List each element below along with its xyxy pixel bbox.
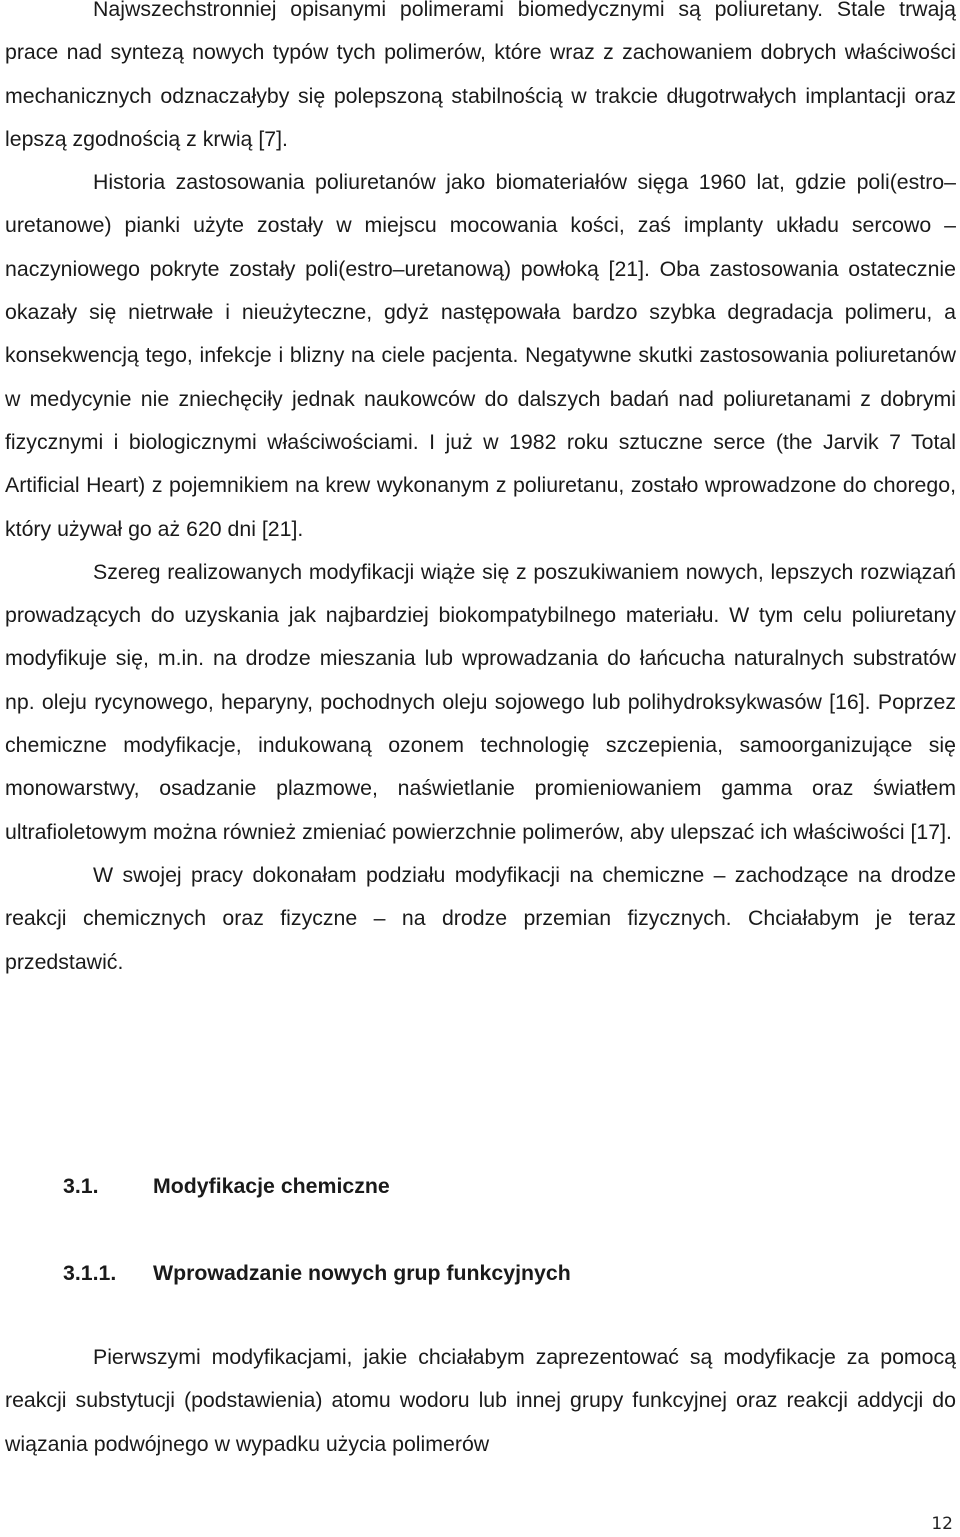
paragraph-polyurethanes-intro: Najwszechstronniej opisanymi polimerami biomedycznymi są poliuretany. Stale trwają prace nad syntezą nowych typów tych polimerów, które wraz z zachowaniem dobrych właściwości mechanicznych odznaczałyby się polepszoną stabilnością w trakcie długotrwałych implantacji oraz lepszą zgodnością z krwią [7]. bbox=[5, 0, 956, 151]
final-paragraph bbox=[5, 1336, 956, 1466]
section-heading bbox=[63, 1171, 390, 1201]
subsection-number: 3.1.1. bbox=[63, 1261, 117, 1285]
page-number: 12 bbox=[931, 1514, 953, 1534]
subsection-title: Wprowadzanie nowych grup funkcyjnych bbox=[153, 1261, 571, 1285]
paragraph-division: W swojej pracy dokonałam podziału modyfikacji na chemiczne – zachodzące na drodze reakcji chemicznych oraz fizyczne – na drodze przemian fizycznych. Chciałabym je teraz przedstawić. bbox=[5, 862, 956, 974]
paragraph-history: Historia zastosowania poliuretanów jako biomateriałów sięga 1960 lat, gdzie poli(estro–uretanowe) pianki użyte zostały w miejscu mocowania kości, zaś implanty układu sercowo – naczyniowego pokryte zostały poli(estro–uretanową) powłoką [21]. Oba zastosowania ostatecznie okazały się nietrwałe i nieużyteczne, gdyż następowała bardzo szybka degradacja polimeru, a konsekwencją tego, infekcje i blizny na ciele pacjenta. Negatywne skutki zastosowania poliuretanów w medycynie nie zniechęciły jednak naukowców do dalszych badań nad poliuretanami z dobrymi fizycznymi i biologicznymi właściwościami. I już w 1982 roku sztuczne serce (the Jarvik 7 Total Artificial Heart) z pojemnikiem na krew wykonanym z poliuretanu, zostało wprowadzone do chorego, który używał go aż 620 dni [21]. bbox=[5, 170, 956, 541]
paragraph-modifications: Szereg realizowanych modyfikacji wiąże się z poszukiwaniem nowych, lepszych rozwiązań prowadzących do uzyskania jak najbardziej biokompatybilnego materiału. W tym celu poliuretany modyfikuje się, m.in. na drodze mieszania lub wprowadzania do łańcucha naturalnych substratów np. oleju rycynowego, heparyny, pochodnych oleju sojowego lub polihydroksykwasów [16]. Poprzez chemiczne modyfikacje, indukowaną ozonem technologię szczepienia, samoorganizujące się monowarstwy, osadzanie plazmowe, naświetlanie promieniowaniem gamma oraz światłem ultrafioletowym można również zmieniać powierzchnie polimerów, aby ulepszać ich właściwości [17]. bbox=[5, 559, 956, 844]
paragraph-first-modifications: Pierwszymi modyfikacjami, jakie chciałabym zaprezentować są modyfikacje za pomocą reakcji substytucji (podstawienia) atomu wodoru lub innej grupy funkcyjnej oraz reakcji addycji do wiązania podwójnego w wypadku użycia polimerów bbox=[5, 1345, 956, 1456]
section-number: 3.1. bbox=[63, 1174, 99, 1198]
body-text bbox=[5, 0, 956, 984]
section-title: Modyfikacje chemiczne bbox=[153, 1174, 390, 1198]
subsection-heading bbox=[63, 1258, 571, 1288]
